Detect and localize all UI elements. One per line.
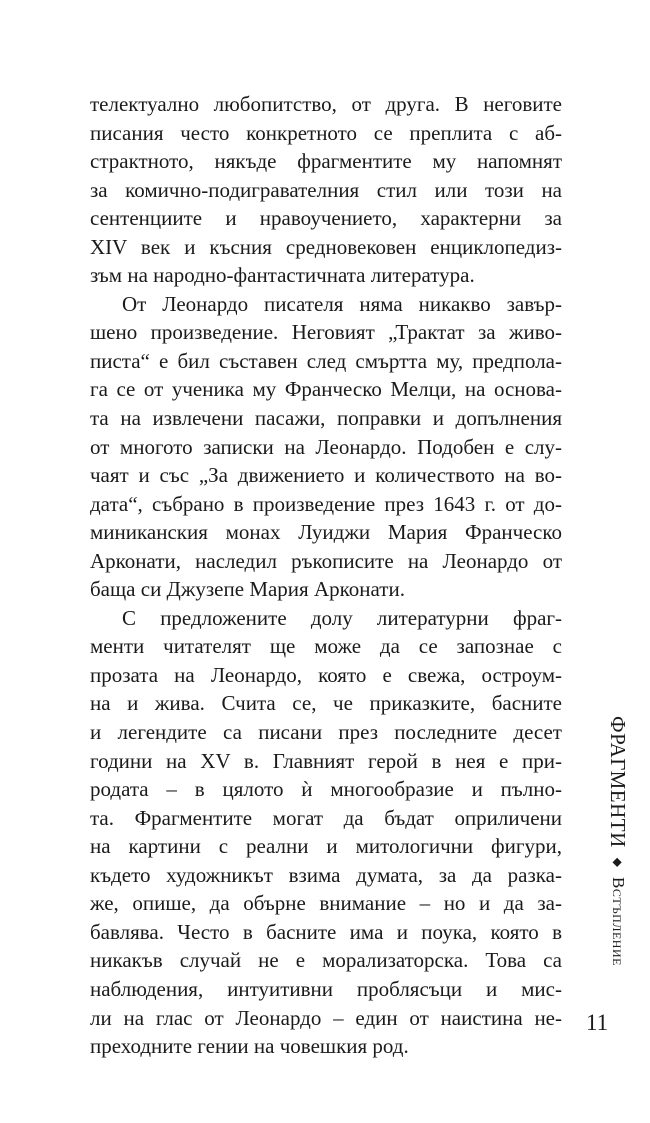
text-line: та. Фрагментите могат да бъдат оприличени [90, 805, 562, 830]
text-line: родата – в цялото ѝ многообразие и пълно- [90, 777, 562, 802]
text-line: прозата на Леонардо, която е свежа, остроум- [90, 662, 562, 687]
text-line: чаят и със „За движението и количеството на во- [90, 463, 562, 488]
text-line: където художникът взима думата, за да разка- [90, 862, 562, 887]
text-line: От Леонардо писателя няма никакво завър- [122, 291, 562, 316]
text-line: и легендите са писани през последните десет [90, 720, 562, 745]
diamond-separator-icon: ◆ [611, 857, 626, 868]
running-head-title: ФРАГМЕНТИ [606, 716, 631, 848]
text-line: на и жива. Счита се, че приказките, басните [90, 691, 562, 716]
body-text [90, 90, 562, 1061]
text-line: писта“ е бил съставен след смъртта му, предпола- [90, 348, 562, 373]
text-line: менти читателят ще може да се запознае с [90, 634, 562, 659]
text-line: на картини с реални и митологични фигури, [90, 834, 562, 859]
text-line: никакъв случай не е морализаторска. Това са [90, 948, 562, 973]
text-line: ли на глас от Леонардо – един от наистина не- [90, 1005, 562, 1030]
text-line: бавлява. Често в басните има и поука, която в [90, 919, 562, 944]
text-line: та на извлечени пасажи, поправки и допълнения [90, 406, 562, 431]
text-line: години на XV в. Главният герой в нея е при- [90, 748, 562, 773]
text-line: телектуално любопитство, от друга. В неговите [90, 92, 562, 116]
text-line: дата“, събрано в произведение през 1643 г. от до- [90, 491, 562, 516]
running-head-subtitle: Встъпление [609, 877, 628, 966]
text-line: XIV век и късния средновековен енциклопедиз- [90, 234, 562, 259]
text-line: наблюдения, интуитивни проблясъци и мис- [90, 976, 562, 1001]
text-line: сентенциите и нравоучението, характерни за [90, 206, 562, 231]
running-head [604, 716, 632, 966]
page-number: 11 [586, 1010, 609, 1035]
text-line: за комично-подигравателния стил или този на [90, 177, 562, 202]
text-line: писания често конкретното се преплита с аб- [90, 120, 562, 145]
text-line: Арконати, наследил ръкописите на Леонардо от [90, 548, 562, 573]
text-line: страктното, някъде фрагментите му напомнят [90, 149, 562, 174]
text-line: га се от ученика му Франческо Мелци, на основа- [90, 377, 562, 402]
text-line: миниканския монах Луиджи Мария Франческо [90, 520, 562, 545]
text-line: баща си Джузепе Мария Арконати. [90, 577, 405, 602]
text-line: же, опише, да обърне внимание – но и да за- [90, 891, 562, 916]
text-line: зъм на народно-фантастичната литература. [90, 263, 475, 288]
text-line: С предложените долу литературни фраг- [122, 605, 562, 630]
text-line: шено произведение. Неговият „Трактат за живо- [90, 320, 562, 345]
text-line: от многото записки на Леонардо. Подобен е слу- [90, 434, 562, 459]
text-line: преходните гении на човешкия род. [90, 1034, 409, 1059]
